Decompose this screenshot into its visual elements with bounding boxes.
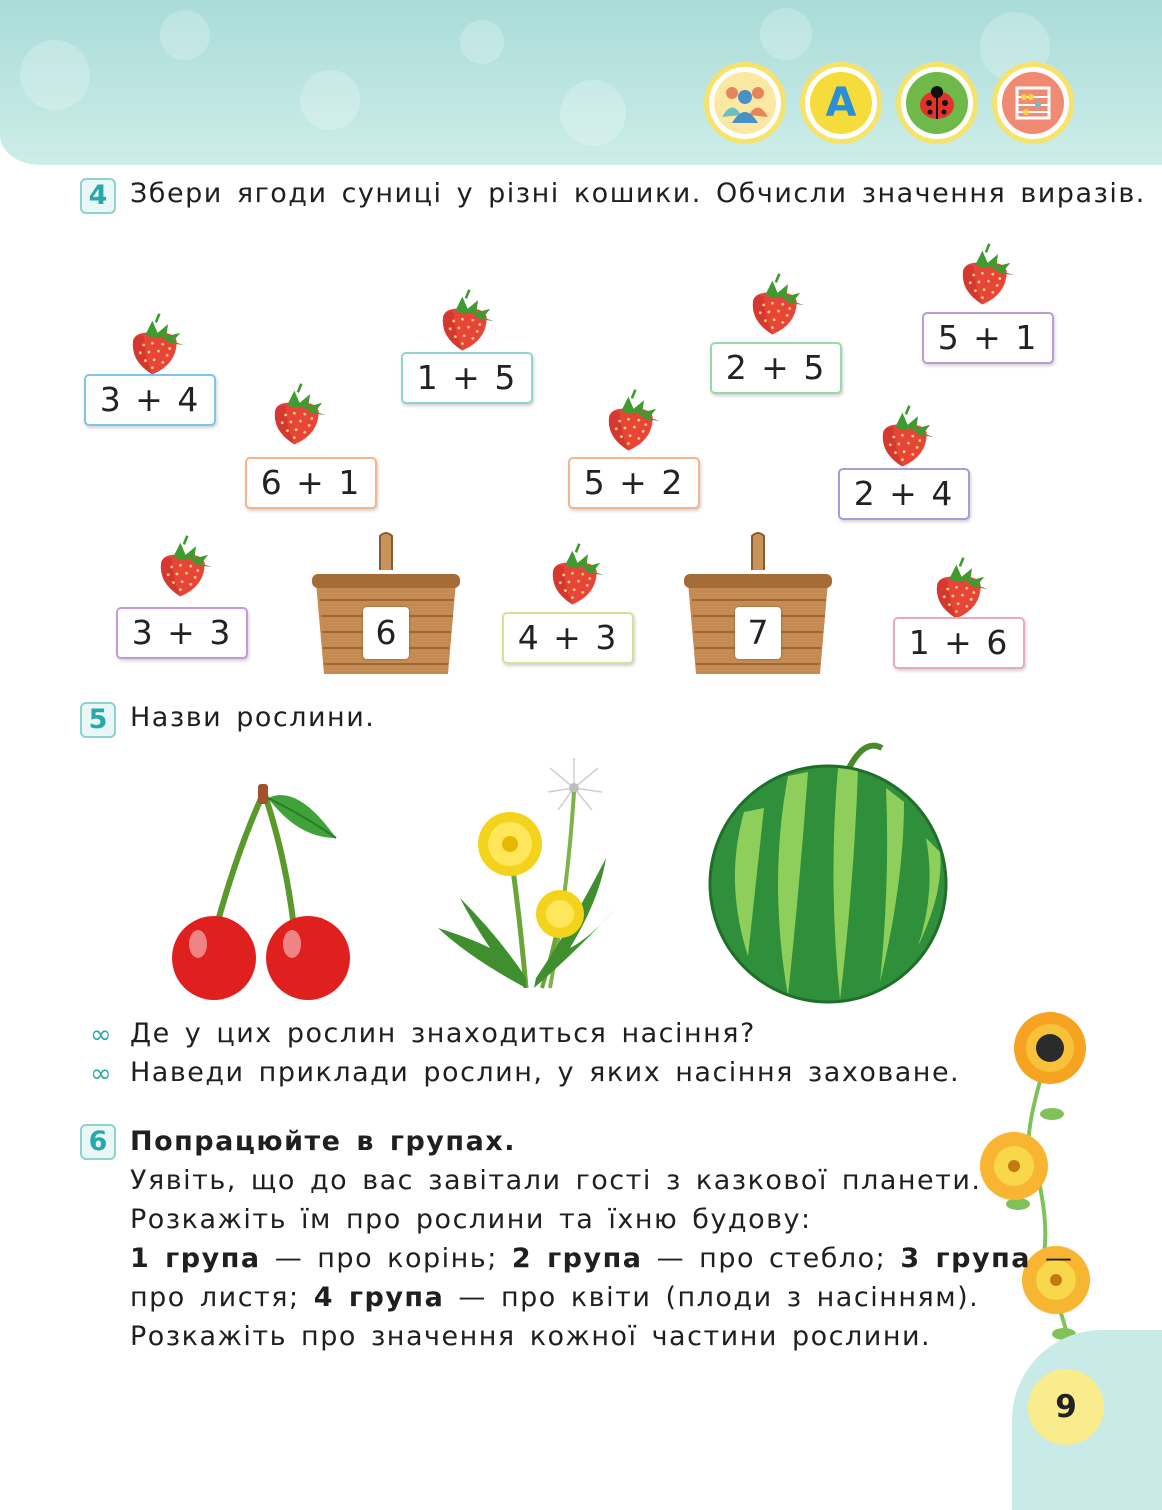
strawberry-icon: [592, 388, 670, 454]
group-work-icon: [704, 62, 786, 144]
question: Наведи приклади рослин, у яких насіння заховане.: [130, 1057, 961, 1088]
group-text: — про корінь;: [260, 1243, 512, 1274]
basket-number: 6: [363, 607, 409, 659]
ladybug-icon: [896, 62, 978, 144]
task-5-number: 5: [80, 702, 116, 738]
page-number: 9: [1028, 1369, 1104, 1445]
infinity-bullet-icon: ∞: [90, 1059, 112, 1089]
abacus-icon: [992, 62, 1074, 144]
expression-card[interactable]: 1 + 6: [893, 617, 1025, 669]
basket[interactable]: [310, 530, 462, 676]
infinity-bullet-icon: ∞: [90, 1020, 112, 1050]
sunflower-decoration-icon: [972, 1004, 1092, 1364]
header-band: [0, 0, 1162, 165]
expression-card[interactable]: 1 + 5: [401, 352, 533, 404]
strawberry-icon: [946, 242, 1024, 308]
strawberry-icon: [920, 556, 998, 622]
basket-number: 7: [735, 607, 781, 659]
group-label: 2 група: [511, 1243, 643, 1274]
group-text: — про квіти (плоди з насінням).: [444, 1282, 980, 1313]
strawberry-icon: [258, 382, 336, 448]
cherry-icon: [168, 778, 358, 1004]
basket[interactable]: [682, 530, 834, 676]
strawberry-icon: [426, 288, 504, 354]
expression-card[interactable]: 3 + 3: [116, 607, 248, 659]
expression-card[interactable]: 6 + 1: [245, 457, 377, 509]
group-label: 3 група: [900, 1243, 1031, 1274]
task-4-number: 4: [80, 178, 116, 214]
watermelon-icon: [704, 742, 950, 1004]
group-label: 1 група: [130, 1243, 261, 1274]
task-4-text: Збери ягоди суниці у різні кошики. Обчисли значення виразів.: [130, 178, 1146, 209]
task-6-groups-line: [130, 1243, 1074, 1274]
expression-card[interactable]: 5 + 2: [568, 457, 700, 509]
task-6-number: 6: [80, 1124, 116, 1160]
expression-card[interactable]: 4 + 3: [502, 612, 634, 664]
strawberry-icon: [144, 534, 222, 600]
strawberry-icon: [866, 404, 944, 470]
task-6-line: Розкажіть про значення кожної частини рослини.: [130, 1321, 932, 1352]
task-6-title: Попрацюйте в групах.: [130, 1126, 516, 1157]
expression-card[interactable]: 5 + 1: [922, 312, 1054, 364]
strawberry-icon: [736, 272, 814, 338]
group-text: — про стебло;: [642, 1243, 901, 1274]
task-6-groups-line: [130, 1282, 979, 1313]
task-5-text: Назви рослини.: [130, 702, 376, 733]
task-6-line: Розкажіть їм про рослини та їхню будову:: [130, 1204, 812, 1235]
group-label: 4 група: [313, 1282, 445, 1313]
expression-card[interactable]: 2 + 5: [710, 342, 842, 394]
group-text: —: [1030, 1243, 1074, 1274]
dandelion-icon: [430, 748, 630, 1004]
strawberry-icon: [116, 312, 194, 378]
expression-card[interactable]: 2 + 4: [838, 468, 970, 520]
strawberry-icon: [536, 542, 614, 608]
expression-card[interactable]: 3 + 4: [84, 374, 216, 426]
letter-a-icon: A: [800, 62, 882, 144]
question: Де у цих рослин знаходиться насіння?: [130, 1018, 756, 1049]
task-6-line: Уявіть, що до вас завітали гості з казкової планети.: [130, 1165, 982, 1196]
group-text: про листя;: [130, 1282, 314, 1313]
